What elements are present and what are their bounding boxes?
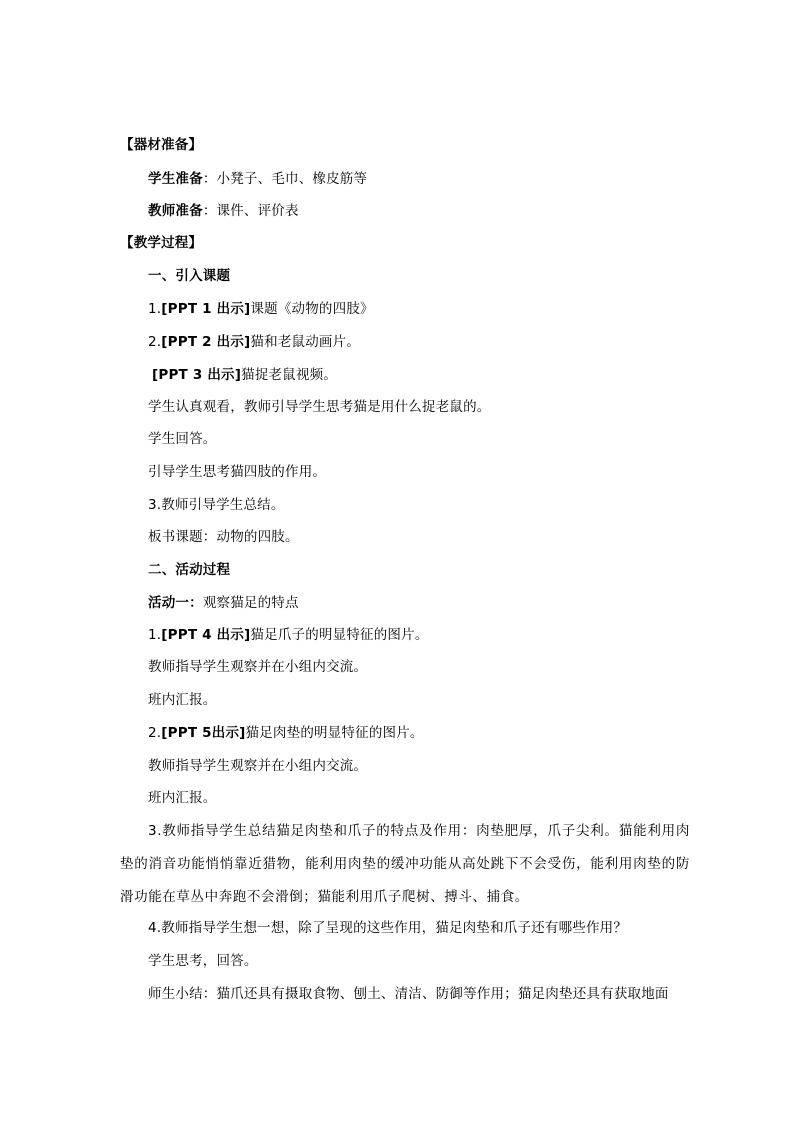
equipment-heading: 【器材准备】 bbox=[120, 137, 203, 153]
part1-line7: 3.教师引导学生总结。 bbox=[148, 497, 285, 513]
part2-line7: 4.教师指导学生想一想，除了呈现的这些作用，猫足肉垫和爪子还有哪些作用？ bbox=[148, 920, 628, 936]
part2-title: 二、活动过程 bbox=[148, 562, 231, 578]
part1-line1-text: 课题《动物的四肢》 bbox=[250, 301, 374, 317]
part2-line1 bbox=[148, 626, 429, 644]
part1-line6: 引导学生思考猫四肢的作用。 bbox=[148, 464, 327, 480]
part2-line4-prefix: 2. bbox=[148, 725, 162, 741]
part1-line4: 学生认真观看，教师引导学生思考猫是用什么捉老鼠的。 bbox=[148, 399, 491, 415]
activity-one-label: 活动一： bbox=[148, 595, 203, 611]
part1-title: 一、引入课题 bbox=[148, 268, 231, 284]
part1-line3-text: 猫捉老鼠视频。 bbox=[241, 367, 338, 383]
part2-line6: 班内汇报。 bbox=[148, 790, 217, 806]
process-heading: 【教学过程】 bbox=[120, 235, 203, 251]
part1-line1 bbox=[148, 300, 374, 318]
part1-line2-prefix: 2. bbox=[148, 334, 162, 350]
part1-line2-text: 猫和老鼠动画片。 bbox=[250, 334, 361, 350]
ppt-tag-2: [PPT 2 出示] bbox=[161, 334, 251, 350]
ppt-tag-1: [PPT 1 出示] bbox=[161, 301, 251, 317]
student-prep-line bbox=[148, 170, 367, 188]
part2-line3: 班内汇报。 bbox=[148, 692, 217, 708]
part1-line1-prefix: 1. bbox=[148, 301, 162, 317]
part2-line4-text: 猫足肉垫的明显特征的图片。 bbox=[245, 725, 424, 741]
activity-one-line bbox=[148, 594, 299, 612]
part1-line5: 学生回答。 bbox=[148, 431, 217, 447]
teacher-prep-label: 教师准备 bbox=[148, 203, 203, 219]
student-prep-text: ：小凳子、毛巾、橡皮筋等 bbox=[202, 171, 368, 187]
part2-line1-text: 猫足爪子的明显特征的图片。 bbox=[250, 627, 429, 643]
activity-one-text: 观察猫足的特点 bbox=[202, 595, 299, 611]
student-prep-label: 学生准备 bbox=[148, 171, 203, 187]
ppt-tag-3: [PPT 3 出示] bbox=[152, 367, 242, 383]
part2-line5: 教师指导学生观察并在小组内交流。 bbox=[148, 758, 368, 774]
part2-line4 bbox=[148, 724, 424, 742]
ppt-tag-4: [PPT 4 出示] bbox=[161, 627, 251, 643]
teacher-prep-text: ：课件、评价表 bbox=[202, 203, 299, 219]
part1-line3 bbox=[152, 366, 337, 384]
summary-paragraph: 3.教师指导学生总结猫足肉垫和爪子的特点及作用：肉垫肥厚，爪子尖利。猫能利用肉垫的消音功能悄悄靠近猎物，能利用肉垫的缓冲功能从高处跳下不会受伤，能利用肉垫的防滑功能在草丛中奔跑不会滑倒；猫能利用爪子爬树、搏斗、捕食。 bbox=[120, 823, 690, 905]
teacher-prep-line bbox=[148, 202, 299, 220]
part2-line9: 师生小结：猫爪还具有摄取食物、刨土、清洁、防御等作用；猫足肉垫还具有获取地面 bbox=[148, 986, 669, 1002]
part2-line1-prefix: 1. bbox=[148, 627, 162, 643]
part1-line2 bbox=[148, 333, 360, 351]
part2-line8: 学生思考，回答。 bbox=[148, 953, 258, 969]
part2-line2: 教师指导学生观察并在小组内交流。 bbox=[148, 659, 368, 675]
ppt-tag-5: [PPT 5出示] bbox=[161, 725, 246, 741]
part1-line8: 板书课题：动物的四肢。 bbox=[148, 529, 299, 545]
